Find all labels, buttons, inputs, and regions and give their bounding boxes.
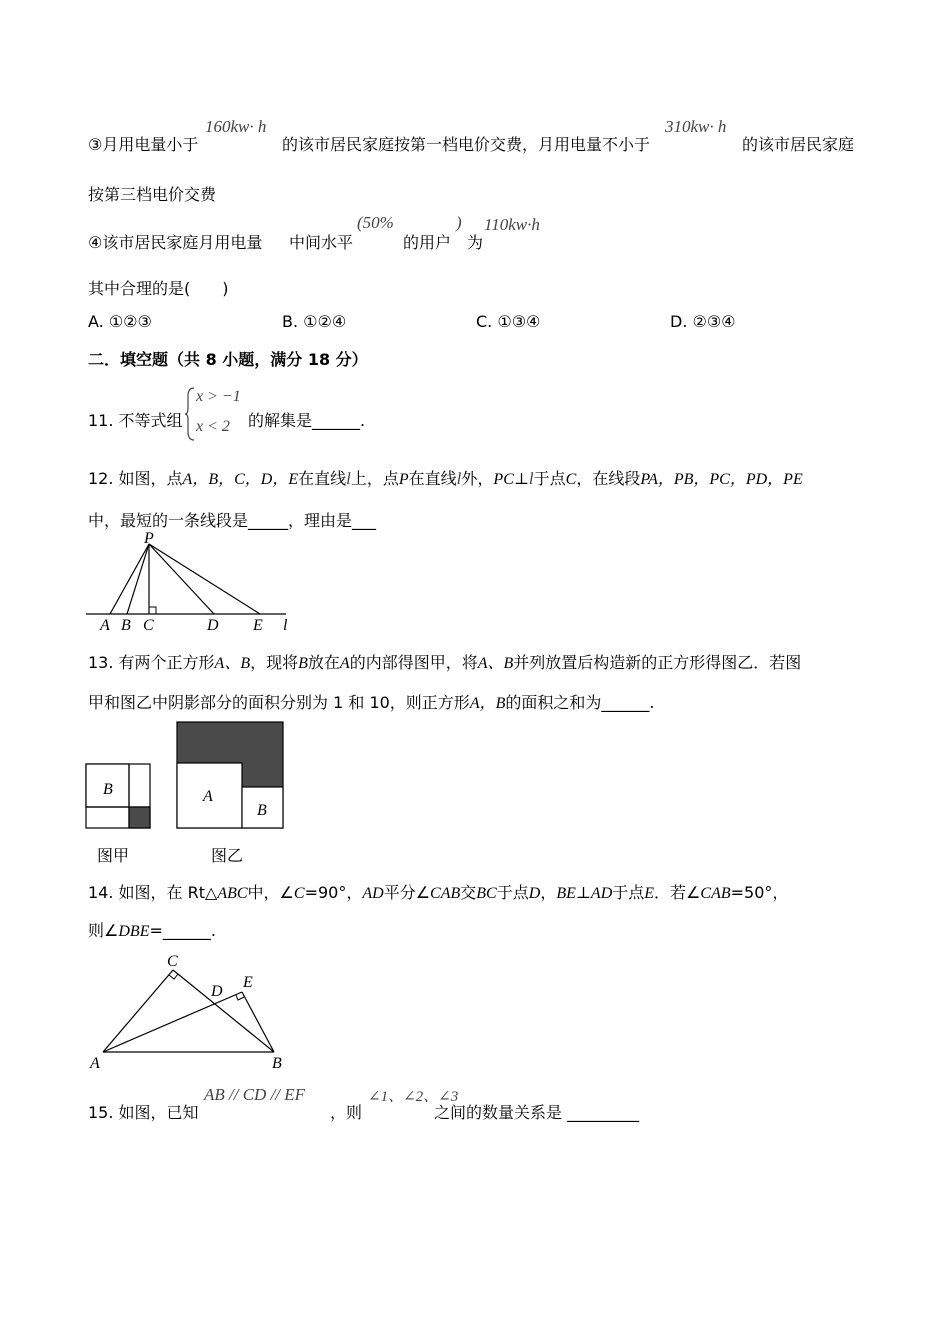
label-p: P: [144, 530, 154, 547]
q13-line2-text-a: 甲和图乙中阴影部分的面积分别为 1 和 10，则正方形: [88, 693, 470, 712]
q14-be-perp-ad: BE⊥AD: [556, 885, 613, 902]
q12-point-p: P: [398, 471, 409, 488]
q10-item3-prefix: ③月用电量小于: [88, 135, 199, 154]
label-d: D: [207, 617, 219, 634]
label-b: B: [272, 1055, 282, 1072]
label-a: A: [203, 788, 213, 805]
q12-figure: [82, 530, 302, 634]
q10-item4-prefix: ④该市居民家庭月用电量: [88, 233, 263, 252]
segment-pa: [110, 544, 149, 614]
q14-line2: [88, 918, 216, 941]
label-b: B: [103, 781, 113, 798]
q10-ask: 其中合理的是( ): [88, 279, 229, 298]
q13-a: A: [339, 655, 350, 672]
q11-prefix: 11. 不等式组: [88, 411, 183, 430]
q14-bc: BC: [476, 885, 497, 902]
q10-item4-percent: (50%: [357, 213, 394, 232]
q12-line-l-2: l: [456, 469, 462, 488]
q13-line2-ab: A，B: [469, 695, 506, 712]
q14-text-4: 平分∠: [383, 883, 431, 902]
q14-text-3: =90°，: [304, 883, 363, 902]
q14-dbe: DBE: [118, 923, 150, 940]
q14-text-7: ，: [540, 883, 557, 902]
q11-brace: [184, 386, 196, 442]
q14-abc: ABC: [217, 885, 248, 902]
label-b: B: [257, 802, 267, 819]
q14-d: D: [528, 885, 541, 902]
q13-line1: [88, 650, 801, 673]
q14-text-1: 14. 如图，在 Rt△: [88, 883, 218, 902]
q10-item4-value: 110kw·h: [484, 215, 540, 234]
q13-ab-2: A、B: [477, 655, 514, 672]
right-angle-c: [169, 974, 178, 979]
right-angle-mark: [149, 607, 156, 614]
segment-cb: [173, 970, 274, 1052]
segment-eb: [242, 992, 274, 1052]
q14-ad: AD: [362, 885, 384, 902]
q13-text-2: ，现将: [250, 653, 299, 672]
q14-figure: [86, 950, 296, 1074]
q12-point-c: C: [565, 471, 577, 488]
q10-item3-mid: 的该市居民家庭按第一档电价交费，月用电量不小于: [282, 135, 651, 154]
q12-text-6: 于点: [533, 469, 566, 488]
q10-option-c: C. ①③④: [476, 312, 541, 331]
caption-yi: 图乙: [211, 846, 244, 865]
segment-ac: [103, 970, 173, 1052]
label-a: A: [100, 617, 110, 634]
shaded-region: [129, 807, 150, 828]
q15-parallel: AB // CD // EF: [204, 1085, 306, 1104]
q12-text-2: 在直线: [298, 469, 347, 488]
q13-text-5: 并列放置后构造新的正方形得图乙．若图: [513, 653, 802, 672]
q10-item3-line2: 按第三档电价交费: [88, 185, 217, 204]
q14-line2-text-b: =______.: [149, 921, 216, 940]
q14-text-5: 交: [460, 883, 477, 902]
q12-perpendicular: PC⊥: [493, 471, 529, 488]
q13-line2-text-b: 的面积之和为______.: [505, 693, 655, 712]
q13-text-4: 的内部得图甲，将: [349, 653, 478, 672]
q10-item4-wei: 为: [467, 233, 484, 252]
q10-option-b: B. ①②④: [282, 312, 347, 331]
label-c: C: [143, 617, 154, 634]
label-e: E: [243, 974, 253, 991]
q12-line2: 中，最短的一条线段是_____，理由是___: [88, 511, 377, 530]
q14-text-10: =50°，: [730, 883, 789, 902]
q12-text-4: 在直线: [408, 469, 457, 488]
q10-item4-users: 的用户: [403, 233, 452, 252]
q10-item4-paren: ): [456, 213, 462, 232]
q11-suffix: 的解集是______.: [248, 411, 366, 430]
q11-inequality-1: x > −1: [196, 388, 241, 405]
q13-b: B: [298, 655, 308, 672]
q14-text-2: 中，∠: [247, 883, 294, 902]
q12-segments: PA，PB，PC，PD，PE: [640, 471, 803, 488]
q15-prefix: 15. 如图，已知: [88, 1103, 199, 1122]
segment-pb: [127, 544, 149, 614]
q14-c: C: [293, 885, 305, 902]
label-b: B: [121, 617, 131, 634]
q14-text-9: ．若∠: [654, 883, 701, 902]
q10-item3-value2: 310kw· h: [665, 117, 727, 136]
q13-figure-jia: [84, 762, 154, 832]
label-c: C: [167, 953, 178, 970]
label-e: E: [253, 617, 263, 634]
label-d: D: [211, 983, 223, 1000]
segment-ae: [103, 992, 242, 1052]
q14-cab: CAB: [430, 885, 461, 902]
q11-inequality-2: x < 2: [196, 418, 230, 435]
right-angle-e: [236, 995, 244, 1000]
q10-item3-suffix: 的该市居民家庭: [742, 135, 855, 154]
q13-text-1: 13. 有两个正方形: [88, 653, 215, 672]
q15-suffix: 之间的数量关系是 _________: [434, 1103, 640, 1122]
q13-line2: [88, 690, 654, 713]
q12-line-l-1: l: [346, 469, 351, 488]
label-a: A: [90, 1055, 100, 1072]
q13-text-3: 放在: [307, 653, 340, 672]
q14-line2-text-a: 则∠: [88, 921, 119, 940]
section-title: 二．填空题（共 8 小题，满分 18 分）: [88, 350, 368, 369]
q10-item4-mid: 中间水平: [289, 233, 354, 252]
q12-text-5: 外，: [461, 469, 494, 488]
q14-text-6: 于点: [496, 883, 529, 902]
q14-cab-2: CAB: [700, 885, 731, 902]
q15-ze: ，则: [330, 1103, 363, 1122]
q13-figure-yi: [175, 720, 287, 832]
q15-angles: ∠1、∠2、∠3: [368, 1089, 459, 1105]
q14-e: E: [644, 885, 655, 902]
q12-text-7: ，在线段: [576, 469, 641, 488]
q10-option-d: D. ②③④: [670, 312, 736, 331]
q14-text-8: 于点: [612, 883, 645, 902]
q12-text-1: 12. 如图，点: [88, 469, 183, 488]
caption-jia: 图甲: [97, 846, 130, 865]
q14-line1: [88, 880, 788, 903]
q12-points: A，B，C，D，E: [182, 471, 299, 488]
q12-line1: [88, 466, 803, 489]
q12-text-3: 上，点: [350, 469, 399, 488]
q13-ab-1: A、B: [214, 655, 251, 672]
q10-item3-value1: 160kw· h: [205, 117, 267, 136]
q12-line-l-3: l: [528, 469, 534, 488]
label-l: l: [283, 617, 288, 634]
q10-option-a: A. ①②③: [88, 312, 152, 331]
